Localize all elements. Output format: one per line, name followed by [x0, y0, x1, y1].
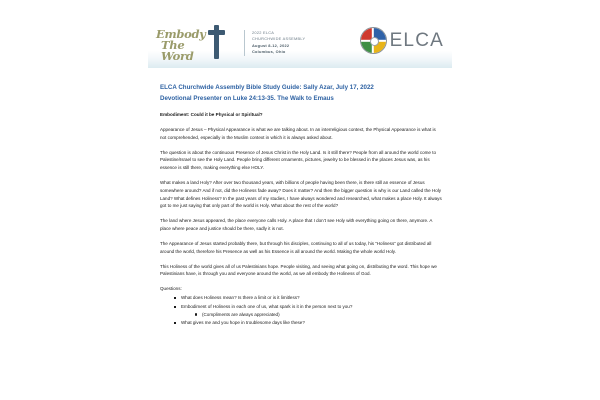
page-title-line-2: Devotional Presenter on Luke 24:13-35. The Walk to Emaus — [160, 95, 334, 103]
question-item: What gives me and you hope in troublesome days like these? — [174, 319, 443, 327]
section-subheading: Embodiment: Could it be Physical or Spiritual? — [160, 112, 263, 118]
embody-line-1: Embody — [156, 27, 206, 41]
body-paragraph-1: Appearance of Jesus – Physical Appearance is what we are talking about. In an interreligious context, the Physical Appearance is what is not comprehended, especially in the Muslim context in which it is always asked about. — [160, 126, 436, 140]
question-sub-list — [181, 311, 443, 319]
question-item — [174, 303, 443, 319]
event-year-org: 2022 ELCA — [252, 30, 275, 35]
elca-logo — [360, 27, 444, 54]
document-body — [160, 82, 443, 328]
event-dates: August 8-12, 2022 — [252, 42, 290, 48]
page-title-line-1: ELCA Churchwide Assembly Bible Study Guide: Sally Azar, July 17, 2022 — [160, 84, 374, 91]
question-item-text: Embodiment of Holiness in each one of us, what spark is it in the person next to you? — [181, 303, 353, 309]
event-name: CHURCHWIDE ASSEMBLY — [252, 36, 306, 42]
question-sub-item: (Compliments are always appreciated) — [195, 311, 443, 319]
event-location: Columbus, Ohio — [252, 48, 286, 54]
body-paragraph-5: The Appearance of Jesus started probably there, but through his disciples, continuing to all of us today, his “Holiness” got distributed all around the world, therefore his Presence as well as his Essence is all around the world. Making the whole world Holy. — [160, 240, 432, 254]
body-paragraph-2: The question is about the continuous Presence of Jesus Christ in the Holy Land. Is it still there? People from all around the world come to Palestine/Israel to see the Holy Land. People bring different ornaments, pictures, jewelry to be blessed in the places Jesus was, as his essence is still there, making everything else HOLY. — [160, 149, 436, 171]
embody-the-word-logo — [156, 25, 232, 63]
questions-label: Questions: — [160, 286, 182, 292]
body-paragraph-4: The land where Jesus appeared, the place everyone calls Holy. A place that I don’t see Holy with everything going on there, anymore. A place where peace and justice should be there, sadly it is not. — [160, 218, 433, 232]
event-details — [244, 30, 305, 56]
questions-list — [160, 294, 443, 327]
page-title — [160, 82, 443, 104]
cross-icon — [208, 25, 226, 59]
embody-the-word-script — [156, 29, 212, 63]
elca-wordmark: ELCA — [389, 29, 444, 51]
document-header-banner — [148, 22, 452, 68]
body-paragraph-3: What makes a land Holy? After over two thousand years, with billions of people having been there, is there still an essence of Jesus somewhere around? And if not, did the Holiness fade away? Does it matter? And then the bigger question is why is our Land called the Holy Land? What defines Holiness? In the past years of my studies, I have always wondered and researched, what makes a place Holy. It always got to me just saying that only part of the world is Holy. What about the rest of the world? — [160, 180, 442, 209]
elca-emblem-icon — [360, 27, 387, 54]
body-paragraph-6: This Holiness of the world gives all of us Palestinians hope. People visiting, and seeing what going on, distributing the word. This hope we Palestinians have, is through you and everyone around the world, as we all embody the Holiness of God. — [160, 263, 437, 277]
embody-line-2: The Word — [161, 37, 194, 63]
question-item: What does Holiness mean? Is there a limit or is it limitless? — [174, 294, 443, 302]
